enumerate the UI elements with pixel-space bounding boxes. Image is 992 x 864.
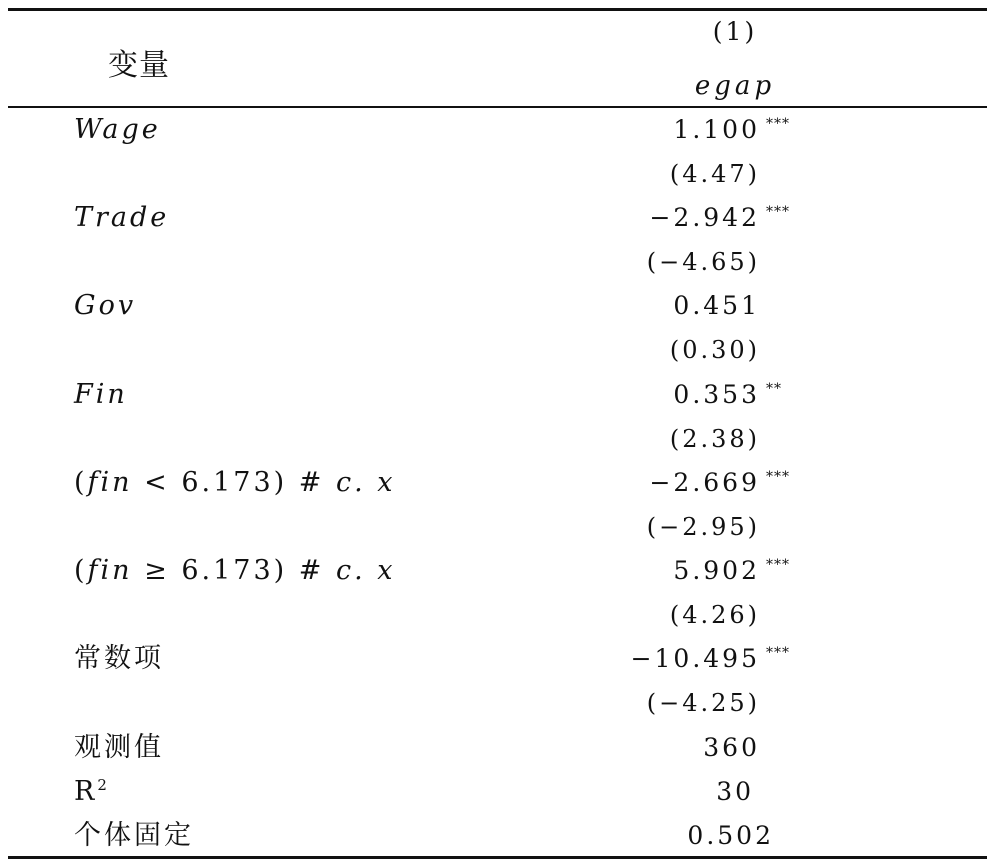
table-row [0, 681, 992, 725]
coefficient-value: −10.495 [630, 644, 760, 673]
table-row [0, 461, 992, 505]
label-part: < 6.173) [132, 467, 288, 498]
significance-stars: *** [766, 645, 790, 661]
significance-stars: *** [766, 469, 790, 485]
significance-stars: ** [766, 381, 782, 397]
label-part: c. x [336, 555, 396, 586]
label-superscript: 2 [97, 776, 107, 794]
row-label: Gov [74, 290, 137, 321]
table-row [0, 770, 992, 814]
row-label: Wage [74, 114, 161, 145]
label-part: c. x [336, 467, 396, 498]
t-statistic-value: (4.26) [669, 601, 760, 629]
model-column-number: (1) [712, 17, 758, 46]
t-statistic-value: (−4.65) [646, 248, 760, 276]
table-row [0, 814, 992, 858]
variable-column-header: 变量 [108, 48, 170, 83]
coefficient-value: 0.451 [673, 291, 760, 320]
dependent-variable-header: egap [694, 71, 776, 101]
table-row [0, 196, 992, 240]
t-statistic-value: (−2.95) [646, 513, 760, 541]
table-row [0, 549, 992, 593]
label-part: # [298, 467, 325, 498]
footer-value: 0.502 [687, 821, 774, 850]
row-label: Trade [74, 202, 170, 233]
label-part: # [298, 555, 325, 586]
table-row [0, 328, 992, 372]
t-statistic-value: (0.30) [669, 336, 760, 364]
table-row [0, 726, 992, 770]
coefficient-value: 0.353 [673, 380, 760, 409]
table-row [0, 284, 992, 328]
row-label: 个体固定 [74, 820, 194, 851]
row-label: 常数项 [74, 643, 164, 674]
coefficient-value: 1.100 [673, 115, 760, 144]
t-statistic-value: (2.38) [669, 425, 760, 453]
table-row [0, 637, 992, 681]
label-part: R [74, 776, 98, 807]
table-row [0, 373, 992, 417]
label-part: ( [74, 467, 88, 498]
table-top-rule [8, 8, 987, 11]
t-statistic-value: (4.47) [669, 160, 760, 188]
t-statistic-value: (−4.25) [646, 689, 760, 717]
significance-stars: *** [766, 116, 790, 132]
significance-stars: *** [766, 204, 790, 220]
table-row [0, 505, 992, 549]
coefficient-value: −2.669 [649, 468, 760, 497]
table-row [0, 240, 992, 284]
significance-stars: *** [766, 557, 790, 573]
table-row [0, 152, 992, 196]
table-row [0, 593, 992, 637]
table-row [0, 417, 992, 461]
label-part: fin [87, 555, 133, 586]
table-row [0, 108, 992, 152]
row-label [74, 770, 107, 814]
row-label [74, 461, 396, 505]
row-label [74, 549, 396, 593]
row-label: Fin [74, 379, 128, 410]
label-part: ( [74, 555, 88, 586]
label-part: ≥ 6.173) [132, 555, 288, 586]
coefficient-value: −2.942 [649, 203, 760, 232]
row-label: 观测值 [74, 732, 164, 763]
footer-value: 30 [716, 777, 754, 806]
coefficient-value: 5.902 [673, 556, 760, 585]
label-part: fin [87, 467, 133, 498]
footer-value: 360 [703, 733, 760, 762]
